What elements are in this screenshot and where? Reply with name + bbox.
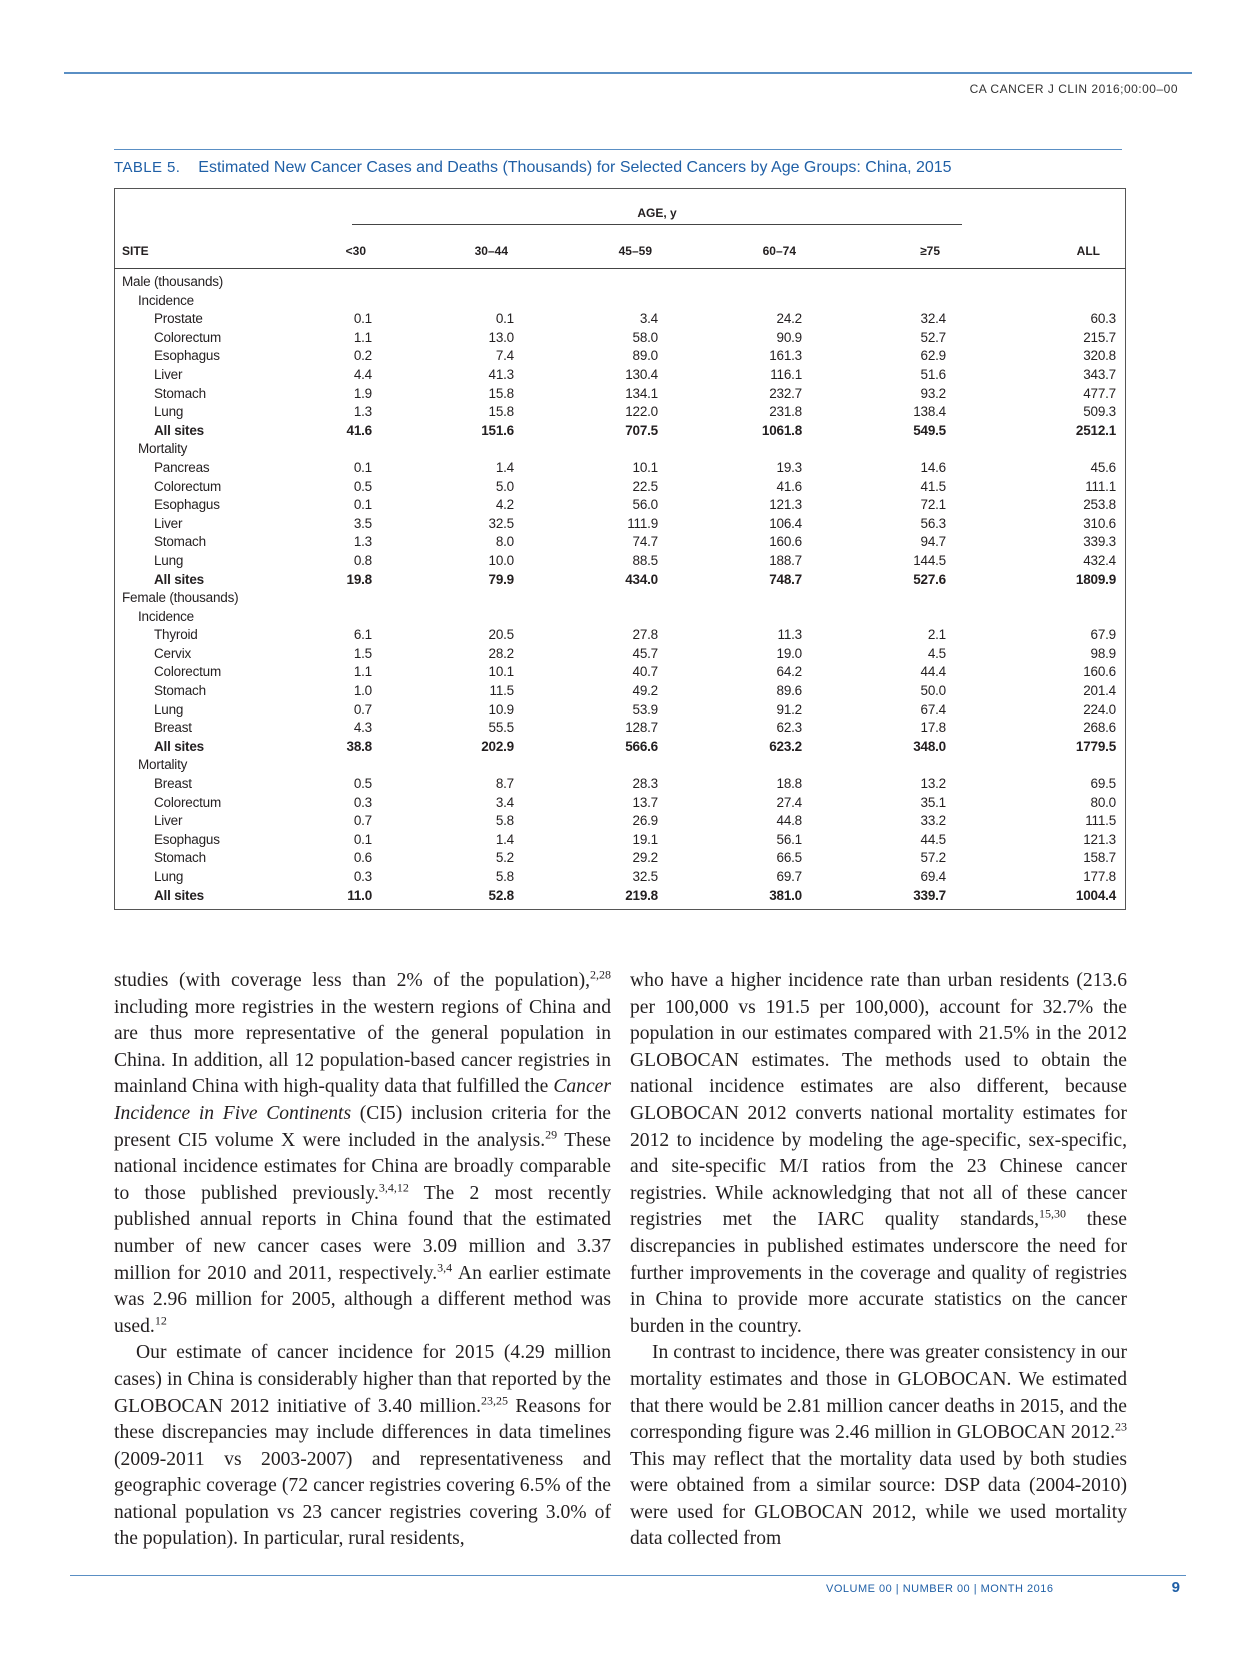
table-cell: 122.0: [625, 404, 658, 420]
row-site-label: Thyroid: [154, 627, 198, 643]
table-cell: 5.8: [495, 813, 514, 829]
table-row: [114, 868, 1126, 887]
table-row: [114, 701, 1126, 720]
text-run: Reasons for these discrepancies may include differences in data timelines (2009-2011 vs 2003-2007) and representativeness and geographic coverage (72 cancer registries covering 6.5% of the national population vs 23 cancer registries covering 3.0% of the population). In particular, rural residents,: [114, 1395, 612, 1550]
table-cell: 748.7: [769, 571, 802, 587]
column-header-site: SITE: [122, 244, 149, 258]
table-cell: 1779.5: [1075, 738, 1116, 754]
table-row: [114, 310, 1126, 329]
table-cell: 32.5: [488, 515, 514, 531]
citation-superscript: 23: [1115, 1419, 1127, 1434]
table-cell: 44.4: [920, 664, 946, 680]
text-run: In contrast to incidence, there was greater consistency in our mortality estimates and those in GLOBOCAN. We estimated that there would be 2.81 million cancer deaths in 2015, and the corresponding figure was 2.46 million in GLOBOCAN 2012.: [630, 1342, 1127, 1444]
table-cell: 4.5: [927, 645, 946, 661]
age-group-header: AGE, y: [637, 206, 677, 220]
row-site-label: Breast: [154, 776, 192, 792]
table-cell: 35.1: [920, 794, 946, 810]
table-cell: 201.4: [1083, 683, 1116, 699]
table-cell: 66.5: [776, 850, 802, 866]
table-cell: 62.3: [776, 720, 802, 736]
table-cell: 89.0: [632, 348, 658, 364]
table-cell: 40.7: [632, 664, 658, 680]
table-cell: 56.3: [920, 515, 946, 531]
table-cell: 111.9: [627, 515, 658, 531]
table-cell: 89.6: [776, 683, 802, 699]
table-cell: 215.7: [1083, 329, 1116, 345]
table-cell: 29.2: [632, 850, 658, 866]
table-cell: 94.7: [920, 534, 946, 550]
table-cell: 509.3: [1083, 404, 1116, 420]
row-site-label: Esophagus: [154, 497, 220, 513]
row-site-label: Liver: [154, 366, 183, 382]
table-row: [114, 459, 1126, 478]
body-text-right-column: [630, 968, 1127, 1553]
table-row: [114, 347, 1126, 366]
row-site-label: Lung: [154, 701, 184, 717]
column-header-all: ALL: [1076, 244, 1100, 258]
table-cell: 707.5: [625, 422, 658, 438]
table-cell: 62.9: [920, 348, 946, 364]
table-row: [114, 329, 1126, 348]
row-site-label: Lung: [154, 404, 184, 420]
table-row: [114, 552, 1126, 571]
table-cell: 8.7: [495, 776, 514, 792]
table-row: [114, 571, 1126, 590]
table-cell: 90.9: [776, 329, 802, 345]
table-row: [114, 440, 1126, 459]
table-cell: 138.4: [913, 404, 946, 420]
table-row: [114, 887, 1126, 906]
table-cell: 7.4: [495, 348, 514, 364]
table-row: [114, 682, 1126, 701]
table-cell: 158.7: [1083, 850, 1116, 866]
row-site-label: Esophagus: [154, 348, 220, 364]
table-cell: 24.2: [776, 311, 802, 327]
table-row: [114, 273, 1126, 292]
table-cell: 38.8: [346, 738, 372, 754]
table-cell: 3.4: [495, 794, 514, 810]
table-cell: 10.1: [632, 459, 658, 475]
row-site-label: Breast: [154, 720, 192, 736]
table-cell: 79.9: [488, 571, 514, 587]
row-site-label: Cervix: [154, 645, 192, 661]
row-site-label: Mortality: [138, 441, 188, 457]
body-paragraph: [114, 968, 611, 1340]
table-cell: 432.4: [1083, 552, 1116, 568]
table-cell: 69.7: [776, 869, 802, 884]
table-cell: 219.8: [625, 887, 658, 903]
text-run: including more registries in the western regions of China and are thus more representative of the general population in China. In addition, all 12 population-based cancer registries in mainland China with high-quality data that fulfilled the: [114, 996, 611, 1098]
row-site-label: Mortality: [138, 757, 188, 773]
table-cell: 11.3: [777, 627, 802, 643]
table-cell: 27.4: [776, 794, 802, 810]
text-run: these discrepancies in published estimates underscore the need for further improvements in the coverage and quality of registries in China to provide more accurate statistics on the cancer burden in the country.: [630, 1209, 1127, 1337]
table-cell: 1.1: [353, 664, 372, 680]
table-header-rule: [114, 268, 1126, 269]
column-header-75plus: ≥75: [920, 244, 940, 258]
table-cell: 0.1: [353, 311, 372, 327]
table-cell: 434.0: [625, 571, 658, 587]
table-cell: 121.3: [1083, 831, 1116, 847]
table-row: [114, 756, 1126, 775]
row-site-label: Colorectum: [154, 329, 222, 345]
table-cell: 1.3: [353, 534, 372, 550]
table-cell: 6.1: [353, 627, 372, 643]
table-cell: 67.4: [920, 701, 946, 717]
table-cell: 60.3: [1090, 311, 1116, 327]
table-row: [114, 478, 1126, 497]
table-cell: 151.6: [481, 422, 514, 438]
table-cell: 19.1: [632, 831, 658, 847]
row-site-label: Stomach: [154, 385, 206, 401]
table-cell: 121.3: [769, 497, 802, 513]
column-header-30-44: 30–44: [474, 244, 508, 258]
table-cell: 160.6: [1083, 664, 1116, 680]
table-cell: 268.6: [1083, 720, 1116, 736]
table-cell: 0.6: [353, 850, 372, 866]
table-cell: 527.6: [913, 571, 946, 587]
column-header-45-59: 45–59: [618, 244, 652, 258]
table-cell: 3.5: [353, 515, 372, 531]
citation-superscript: 29: [545, 1127, 558, 1142]
table-cell: 69.4: [920, 869, 946, 884]
table-caption: [114, 159, 1124, 177]
table-row: [114, 515, 1126, 534]
row-site-label: Colorectum: [154, 794, 222, 810]
table-cell: 1.4: [495, 459, 514, 475]
table-cell: 224.0: [1083, 701, 1116, 717]
italic-title: Cancer Incidence in Five Continents: [114, 1076, 611, 1124]
footer-issue: VOLUME 00 | NUMBER 00 | MONTH 2016: [826, 1583, 1054, 1595]
table-cell: 10.0: [488, 552, 514, 568]
table-cell: 4.2: [495, 497, 514, 513]
table-cell: 134.1: [625, 385, 658, 401]
text-run: These national incidence estimates for China are broadly comparable to those published previously.: [114, 1129, 611, 1204]
text-run: An earlier estimate was 2.96 million for 2005, although a different method was used.: [114, 1262, 612, 1337]
row-site-label: Prostate: [154, 311, 203, 327]
table-row: [114, 533, 1126, 552]
table-cell: 19.3: [776, 459, 802, 475]
citation-superscript: 12: [154, 1313, 167, 1328]
table-cell: 0.7: [353, 701, 372, 717]
table-cell: 44.5: [920, 831, 946, 847]
table-cell: 5.2: [495, 850, 514, 866]
row-site-label: Lung: [154, 552, 184, 568]
table-cell: 310.6: [1083, 515, 1116, 531]
table-cell: 69.5: [1090, 776, 1116, 792]
table-cell: 0.1: [353, 497, 372, 513]
table-cell: 49.2: [632, 683, 658, 699]
table-cell: 20.5: [488, 627, 514, 643]
table-cell: 202.9: [481, 738, 514, 754]
table-cell: 232.7: [769, 385, 802, 401]
table-cell: 566.6: [625, 738, 658, 754]
row-site-label: Lung: [154, 869, 184, 884]
table-cell: 111.5: [1085, 813, 1116, 829]
table-cell: 11.0: [347, 887, 372, 903]
table-cell: 339.3: [1083, 534, 1116, 550]
row-site-label: Pancreas: [154, 459, 210, 475]
table-label: TABLE 5.: [114, 159, 181, 176]
table-title: Estimated New Cancer Cases and Deaths (Thousands) for Selected Cancers by Age Groups: China, 2015: [198, 159, 952, 176]
table-row: [114, 589, 1126, 608]
table-cell: 41.3: [488, 366, 514, 382]
table-cell: 55.5: [488, 720, 514, 736]
table-cell: 58.0: [632, 329, 658, 345]
table-cell: 15.8: [488, 385, 514, 401]
table-cell: 343.7: [1083, 366, 1116, 382]
table-cell: 253.8: [1083, 497, 1116, 513]
citation-superscript: 3,4: [437, 1260, 453, 1274]
table-cell: 28.3: [632, 776, 658, 792]
table-cell: 1004.4: [1075, 887, 1116, 903]
table-cell: 0.3: [353, 869, 372, 884]
row-site-label: Colorectum: [154, 664, 222, 680]
table-cell: 44.8: [776, 813, 802, 829]
table-cell: 14.6: [920, 459, 946, 475]
age-header-rule: [352, 224, 962, 225]
footer-rule: [70, 1575, 1186, 1576]
table-cell: 52.8: [488, 887, 514, 903]
column-header-60-74: 60–74: [762, 244, 796, 258]
table-cell: 231.8: [769, 404, 802, 420]
row-site-label: Colorectum: [154, 478, 222, 494]
table-cell: 1061.8: [761, 422, 802, 438]
text-run: This may reflect that the mortality data used by both studies were obtained from a similar source: DSP data (2004-2010) were used for GLOBOCAN 2012, while we used mortality data collected from: [630, 1448, 1127, 1550]
table-cell: 41.6: [346, 422, 372, 438]
journal-citation: CA CANCER J CLIN 2016;00:00–00: [969, 82, 1178, 96]
table-cell: 549.5: [913, 422, 946, 438]
table-row: [114, 385, 1126, 404]
table-row: [114, 608, 1126, 627]
table-cell: 10.1: [488, 664, 514, 680]
table-cell: 64.2: [776, 664, 802, 680]
row-site-label: Liver: [154, 813, 183, 829]
table-cell: 381.0: [769, 887, 802, 903]
table-cell: 27.8: [632, 627, 658, 643]
table-cell: 2512.1: [1075, 422, 1116, 438]
table-cell: 0.5: [353, 478, 372, 494]
header-rule: [64, 72, 1192, 74]
table-cell: 74.7: [632, 534, 658, 550]
table-cell: 88.5: [632, 552, 658, 568]
table-cell: 161.3: [769, 348, 802, 364]
table-row: [114, 831, 1126, 850]
citation-superscript: 15,30: [1038, 1206, 1066, 1221]
body-paragraph: [630, 968, 1127, 1340]
table-cell: 41.6: [776, 478, 802, 494]
table-row: [114, 366, 1126, 385]
text-run: who have a higher incidence rate than urban residents (213.6 per 100,000 vs 191.5 per 100,000), account for 32.7% the population in our estimates compared with 21.5% in the 2012 GLOBOCAN estimates. The methods used to obtain the national incidence estimates are also different, because GLOBOCAN 2012 converts national mortality estimates for 2012 to incidence by modeling the age-specific, sex-specific, and site-specific M/I ratios from the 23 Chinese cancer registries. While acknowledging that not all of these cancer registries met the IARC quality standards,: [630, 970, 1127, 1231]
citation-superscript: 23,25: [480, 1392, 508, 1407]
table-cell: 4.4: [353, 366, 372, 382]
table-cell: 45.6: [1090, 459, 1116, 475]
row-site-label: Stomach: [154, 683, 206, 699]
table-cell: 0.8: [353, 552, 372, 568]
table-cell: 4.3: [353, 720, 372, 736]
body-paragraph: [630, 1340, 1127, 1553]
table-row: [114, 812, 1126, 831]
table-row: [114, 422, 1126, 441]
row-site-label: Male (thousands): [122, 274, 224, 289]
table-cell: 19.8: [346, 571, 372, 587]
table-cell: 128.7: [625, 720, 658, 736]
table-cell: 13.2: [920, 776, 946, 792]
row-site-label: All sites: [154, 887, 204, 903]
table-cell: 0.1: [353, 831, 372, 847]
table-cell: 56.0: [632, 497, 658, 513]
table-cell: 320.8: [1083, 348, 1116, 364]
table-cell: 348.0: [913, 738, 946, 754]
table-cell: 477.7: [1083, 385, 1116, 401]
table-cell: 111.1: [1085, 478, 1116, 494]
table-row: [114, 663, 1126, 682]
table-cell: 160.6: [769, 534, 802, 550]
row-site-label: Liver: [154, 515, 183, 531]
table-cell: 67.9: [1090, 627, 1116, 643]
table-cell: 32.5: [632, 869, 658, 884]
table-cell: 1.0: [353, 683, 372, 699]
table-cell: 18.8: [776, 776, 802, 792]
table-cell: 130.4: [625, 366, 658, 382]
row-site-label: Female (thousands): [122, 590, 239, 606]
text-run: (CI5) inclusion criteria for the present CI5 volume X were included in the analysis.: [114, 1102, 611, 1151]
table-cell: 57.2: [920, 850, 946, 866]
text-run: The 2 most recently published annual reports in China found that the estimated number of new cancer cases were 3.09 million and 3.37 million for 2010 and 2011, respectively.: [114, 1182, 611, 1284]
table-cell: 33.2: [920, 813, 946, 829]
table-cell: 13.7: [632, 794, 658, 810]
citation-superscript: 2,28: [590, 967, 611, 982]
table-cell: 56.1: [776, 831, 802, 847]
row-site-label: Stomach: [154, 850, 206, 866]
table-cell: 0.7: [353, 813, 372, 829]
table-cell: 1.9: [353, 385, 372, 401]
table-cell: 5.0: [495, 478, 514, 494]
body-text-left-column: [114, 968, 611, 1553]
table-cell: 1.4: [495, 831, 514, 847]
table-cell: 52.7: [920, 329, 946, 345]
table-cell: 0.1: [353, 459, 372, 475]
table-cell: 13.0: [488, 329, 514, 345]
table-cell: 3.4: [639, 311, 658, 327]
table-top-rule: [114, 149, 1122, 150]
table-cell: 91.2: [776, 701, 802, 717]
citation-superscript: 3,4,12: [378, 1180, 409, 1195]
table-row: [114, 794, 1126, 813]
table-cell: 11.5: [489, 683, 514, 699]
table-cell: 177.8: [1083, 869, 1116, 884]
table-row: [114, 496, 1126, 515]
table-cell: 50.0: [920, 683, 946, 699]
table-row: [114, 645, 1126, 664]
table-cell: 106.4: [769, 515, 802, 531]
table-cell: 1.1: [353, 329, 372, 345]
table-cell: 116.1: [770, 366, 802, 382]
table-cell: 26.9: [632, 813, 658, 829]
table-cell: 0.2: [353, 348, 372, 364]
row-site-label: All sites: [154, 422, 204, 438]
row-site-label: Esophagus: [154, 831, 220, 847]
table-cell: 0.5: [353, 776, 372, 792]
table-cell: 10.9: [488, 701, 514, 717]
table-row: [114, 849, 1126, 868]
table-cell: 0.1: [495, 311, 514, 327]
table-cell: 144.5: [913, 552, 946, 568]
row-site-label: Incidence: [138, 292, 194, 308]
table-cell: 51.6: [920, 366, 946, 382]
table-cell: 41.5: [920, 478, 946, 494]
table-cell: 339.7: [913, 887, 946, 903]
table-cell: 17.8: [920, 720, 946, 736]
column-header-under30: <30: [345, 244, 366, 258]
table-row: [114, 719, 1126, 738]
text-run: studies (with coverage less than 2% of the population),: [114, 970, 590, 991]
row-site-label: All sites: [154, 571, 204, 587]
table-cell: 15.8: [488, 404, 514, 420]
table-cell: 93.2: [920, 385, 946, 401]
table-cell: 188.7: [769, 552, 802, 568]
table-cell: 45.7: [632, 645, 658, 661]
row-site-label: Stomach: [154, 534, 206, 550]
table-cell: 0.3: [353, 794, 372, 810]
table-cell: 8.0: [495, 534, 514, 550]
text-run: Our estimate of cancer incidence for 2015 (4.29 million cases) in China is considerably higher than that reported by the GLOBOCAN 2012 initiative of 3.40 million.: [114, 1342, 611, 1417]
table-cell: 5.8: [495, 869, 514, 884]
table-cell: 98.9: [1090, 645, 1116, 661]
table-cell: 2.1: [927, 627, 946, 643]
body-paragraph: [114, 1340, 611, 1553]
table-cell: 80.0: [1090, 794, 1116, 810]
table-row: [114, 738, 1126, 757]
table-cell: 22.5: [632, 478, 658, 494]
row-site-label: All sites: [154, 738, 204, 754]
table-cell: 53.9: [632, 701, 658, 717]
page-number: 9: [1171, 1579, 1180, 1596]
table-row: [114, 292, 1126, 311]
table-cell: 19.0: [776, 645, 802, 661]
table-body: [114, 273, 1126, 905]
table-cell: 28.2: [488, 645, 514, 661]
table-cell: 72.1: [920, 497, 946, 513]
table-row: [114, 775, 1126, 794]
table-cell: 1809.9: [1075, 571, 1116, 587]
table-cell: 1.5: [353, 645, 372, 661]
table-row: [114, 403, 1126, 422]
table-cell: 32.4: [920, 311, 946, 327]
row-site-label: Incidence: [138, 608, 194, 624]
table-cell: 1.3: [353, 404, 372, 420]
table-cell: 623.2: [769, 738, 802, 754]
table-row: [114, 626, 1126, 645]
